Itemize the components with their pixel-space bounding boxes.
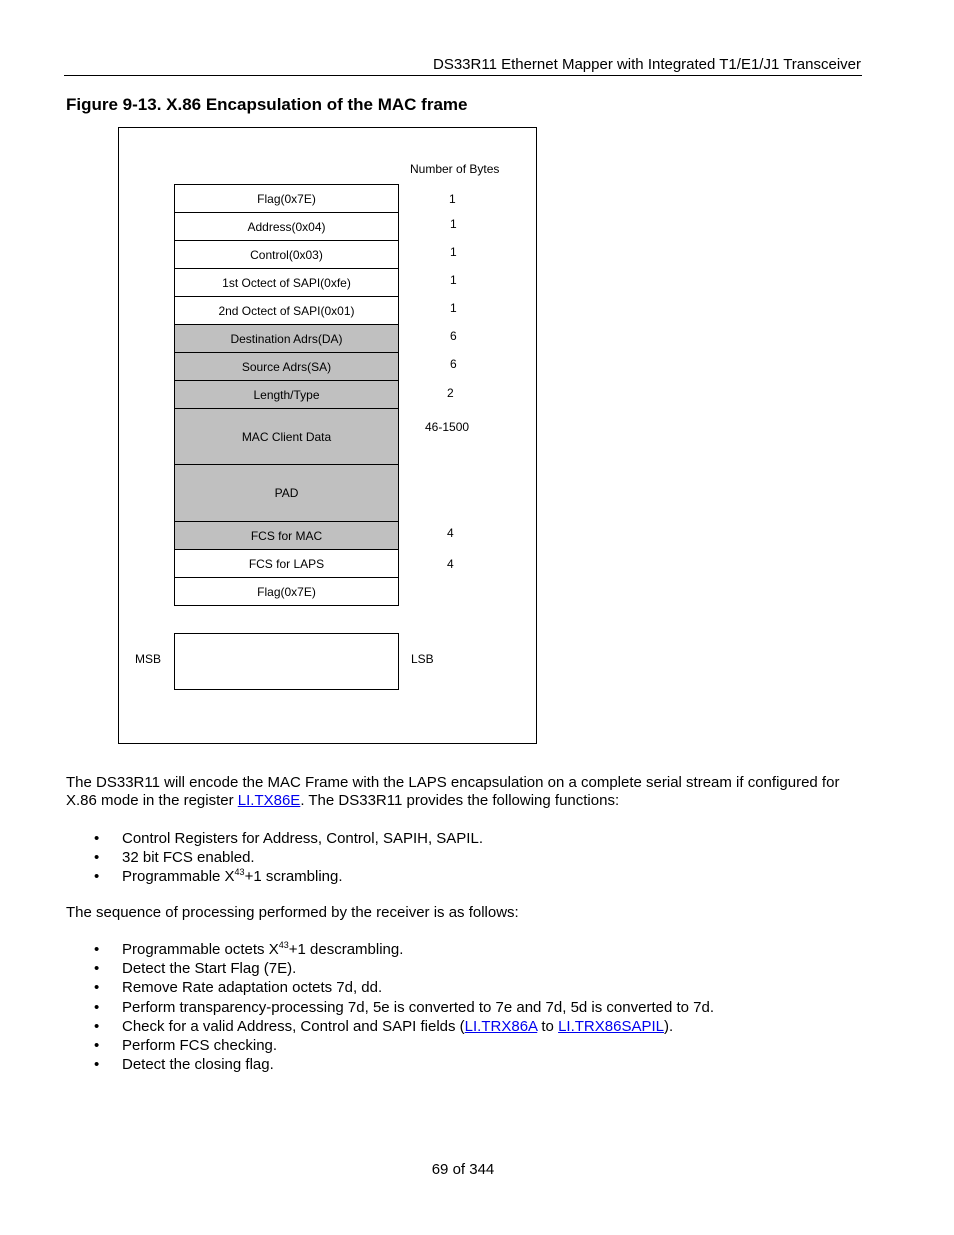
intro-paragraph <box>66 774 866 810</box>
bit-order-box <box>174 633 399 690</box>
msb-label: MSB <box>135 652 162 666</box>
field-length-type: Length/Type <box>174 380 399 409</box>
list-item <box>94 998 874 1017</box>
list-item <box>94 1017 874 1036</box>
bytes-source-address: 6 <box>450 357 457 371</box>
field-control: Control(0x03) <box>174 240 399 269</box>
bytes-fcs-mac: 4 <box>447 526 454 540</box>
bullet: • <box>94 1056 100 1074</box>
list-item-text: Perform FCS checking. <box>122 1036 278 1054</box>
list-item <box>94 1036 874 1055</box>
bytes-control: 1 <box>450 245 457 259</box>
list-item-text: Programmable X <box>122 868 235 886</box>
receiver-intro-text: The sequence of processing performed by the receiver is as follows: <box>66 904 519 921</box>
field-sapi-1st: 1st Octect of SAPI(0xfe) <box>174 268 399 297</box>
list-item <box>94 940 874 959</box>
field-fcs-laps: FCS for LAPS <box>174 549 399 578</box>
bytes-column-header: Number of Bytes <box>410 162 500 176</box>
link-li-trx86sapil[interactable]: LI.TRX86SAPIL <box>558 1017 664 1035</box>
field-sapi-2nd: 2nd Octect of SAPI(0x01) <box>174 296 399 325</box>
field-mac-client-data: MAC Client Data <box>174 408 399 465</box>
list-item <box>94 829 874 848</box>
list-item <box>94 959 874 978</box>
receiver-steps-list <box>94 940 874 1074</box>
list-item-text: +1 scrambling. <box>244 868 343 886</box>
list-item-text: Detect the Start Flag (7E). <box>122 960 297 978</box>
figure-title: Figure 9-13. X.86 Encapsulation of the MAC frame <box>66 95 468 114</box>
list-item <box>94 867 874 886</box>
bullet: • <box>94 868 100 886</box>
bytes-address: 1 <box>450 217 457 231</box>
list-item-text: Control Registers for Address, Control, SAPIH, SAPIL. <box>122 830 483 847</box>
field-flag-start: Flag(0x7E) <box>174 184 399 213</box>
list-item-text: Check for a valid Address, Control and SAPI fields ( <box>122 1017 465 1035</box>
list-item <box>94 1055 874 1074</box>
link-li-trx86a[interactable]: LI.TRX86A <box>464 1017 538 1035</box>
header-rule <box>64 75 862 76</box>
superscript: 43 <box>278 940 289 950</box>
superscript: 43 <box>234 867 245 878</box>
bytes-fcs-laps: 4 <box>447 557 454 571</box>
receiver-intro <box>66 904 866 922</box>
bytes-sapi-1st: 1 <box>450 273 457 287</box>
bullet: • <box>94 960 100 978</box>
bullet: • <box>94 849 100 867</box>
field-flag-end: Flag(0x7E) <box>174 577 399 606</box>
intro-text-before: The DS33R11 will encode the MAC Frame with the LAPS encapsulation on a complete serial stream if configured for X.86 mode in the register <box>66 774 840 809</box>
list-item <box>94 848 874 867</box>
list-item-text: Programmable octets X <box>122 941 279 958</box>
bytes-mac-client-data: 46-1500 <box>425 420 470 434</box>
list-item-text: to <box>537 1017 559 1035</box>
link-li-tx86e[interactable]: LI.TX86E <box>237 792 301 809</box>
bullet: • <box>94 830 100 847</box>
field-address: Address(0x04) <box>174 212 399 241</box>
header-title: DS33R11 Ethernet Mapper with Integrated T1/E1/J1 Transceiver <box>432 56 861 73</box>
list-item <box>94 978 874 997</box>
bytes-sapi-2nd: 1 <box>450 301 457 315</box>
bytes-destination-address: 6 <box>450 329 457 343</box>
intro-text-after: . The DS33R11 provides the following functions: <box>300 792 620 809</box>
field-source-address: Source Adrs(SA) <box>174 352 399 381</box>
list-item-text: ). <box>663 1017 674 1035</box>
list-item-text: Perform transparency-processing 7d, 5e is converted to 7e and 7d, 5d is converted to 7d. <box>122 998 715 1016</box>
field-destination-address: Destination Adrs(DA) <box>174 324 399 353</box>
field-pad: PAD <box>174 464 399 522</box>
bytes-flag: 1 <box>449 192 456 206</box>
bullet: • <box>94 941 100 958</box>
bullet: • <box>94 979 100 997</box>
bytes-length-type: 2 <box>447 386 454 400</box>
list-item-text: +1 descrambling. <box>288 941 404 958</box>
lsb-label: LSB <box>411 652 434 666</box>
page-number: 69 of 344 <box>431 1161 495 1178</box>
functions-list <box>94 829 874 887</box>
bullet: • <box>94 998 100 1016</box>
list-item-text: Detect the closing flag. <box>122 1056 274 1074</box>
bullet: • <box>94 1036 100 1054</box>
list-item-text: Remove Rate adaptation octets 7d, dd. <box>122 979 383 997</box>
field-fcs-mac: FCS for MAC <box>174 521 399 550</box>
bullet: • <box>94 1017 100 1035</box>
list-item-text: 32 bit FCS enabled. <box>122 849 255 867</box>
